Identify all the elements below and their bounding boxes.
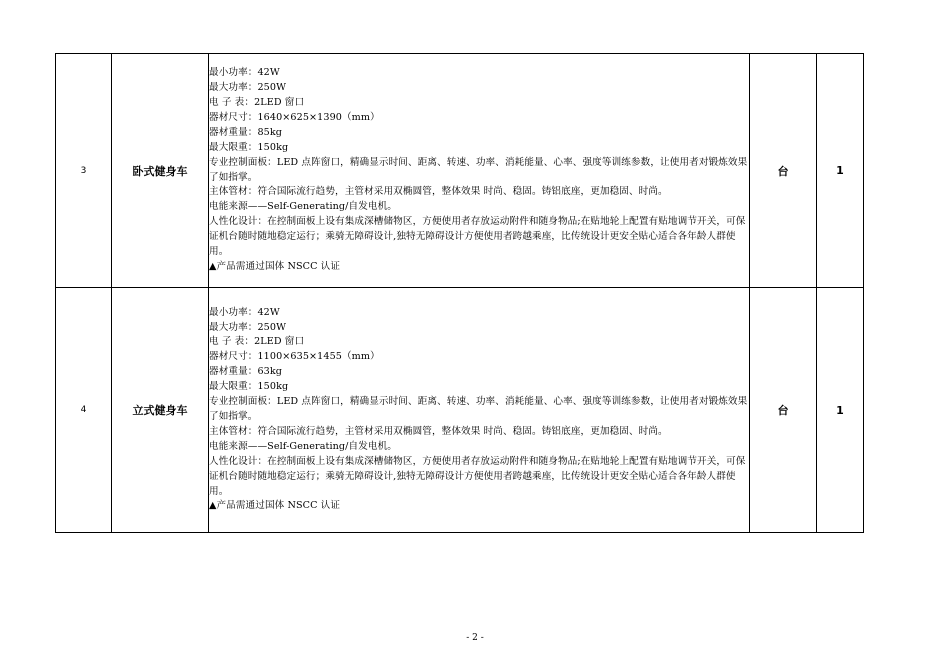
spec-line: 电 子 表：2LED 窗口 [209, 336, 305, 348]
table-row [56, 288, 864, 533]
spec-line: 最大限重：150kg [209, 381, 289, 393]
page-number: - 2 - [466, 633, 484, 643]
certification-note: ▲产品需通过国体 NSCC 认证 [209, 500, 341, 512]
spec-line: 电 子 表：2LED 窗口 [209, 96, 305, 108]
spec-line: 器材重量：85kg [209, 126, 283, 138]
spec-line: 电能来源——Self-Generating/自发电机。 [209, 440, 397, 452]
item-description [209, 288, 750, 533]
spec-line: 电能来源——Self-Generating/自发电机。 [209, 201, 397, 213]
equipment-spec-table [55, 53, 864, 533]
spec-line: 最小功率：42W [209, 306, 280, 318]
certification-note: ▲产品需通过国体 NSCC 认证 [209, 260, 341, 272]
spec-line: 最大限重：150kg [209, 141, 289, 153]
item-name: 立式健身车 [112, 288, 209, 533]
item-unit: 台 [750, 288, 817, 533]
item-name: 卧式健身车 [112, 54, 209, 288]
item-quantity: 1 [817, 54, 864, 288]
spec-line: 最大功率：250W [209, 82, 287, 94]
spec-line: 专业控制面板：LED 点阵窗口，精确显示时间、距离、转速、功率、消耗能量、心率、强度等训练参数，让使用者对锻炼效果了如指掌。 [209, 396, 748, 422]
spec-line: 器材尺寸：1640×625×1390（mm） [209, 111, 380, 123]
spec-line: 器材尺寸：1100×635×1455（mm） [209, 351, 380, 363]
spec-line: 专业控制面板：LED 点阵窗口，精确显示时间、距离、转速、功率、消耗能量、心率、强度等训练参数，让使用者对锻炼效果了如指掌。 [209, 156, 748, 183]
item-description [209, 54, 750, 288]
spec-line: 最小功率：42W [209, 67, 280, 79]
spec-line: 主体管材：符合国际流行趋势，主管材采用双椭圆管，整体效果 时尚、稳固。铸铝底座，更加稳固、时尚。 [209, 425, 668, 437]
spec-line: 人性化设计：在控制面板上设有集成深槽储物区，方便使用者存放运动附件和随身物品;在贴地轮上配置有贴地调节开关，可保证机台随时随地稳定运行；乘骑无障碍设计,独特无障碍设计方便使用者跨越乘座，比传统设计更安全贴心适合各年龄人群使用。 [209, 455, 746, 497]
spec-line: 主体管材：符合国际流行趋势，主管材采用双椭圆管，整体效果 时尚、稳固。铸铝底座，更加稳固、时尚。 [209, 186, 668, 198]
item-number: 4 [56, 288, 112, 533]
item-unit: 台 [750, 54, 817, 288]
spec-line: 最大功率：250W [209, 321, 287, 333]
spec-line: 人性化设计：在控制面板上设有集成深槽储物区，方便使用者存放运动附件和随身物品;在贴地轮上配置有贴地调节开关，可保证机台随时随地稳定运行；乘骑无障碍设计,独特无障碍设计方便使用者跨越乘座，比传统设计更安全贴心适合各年龄人群使用。 [209, 216, 746, 258]
spec-line: 器材重量：63kg [209, 366, 283, 378]
table-row [56, 54, 864, 288]
item-number: 3 [56, 54, 112, 288]
item-quantity: 1 [817, 288, 864, 533]
